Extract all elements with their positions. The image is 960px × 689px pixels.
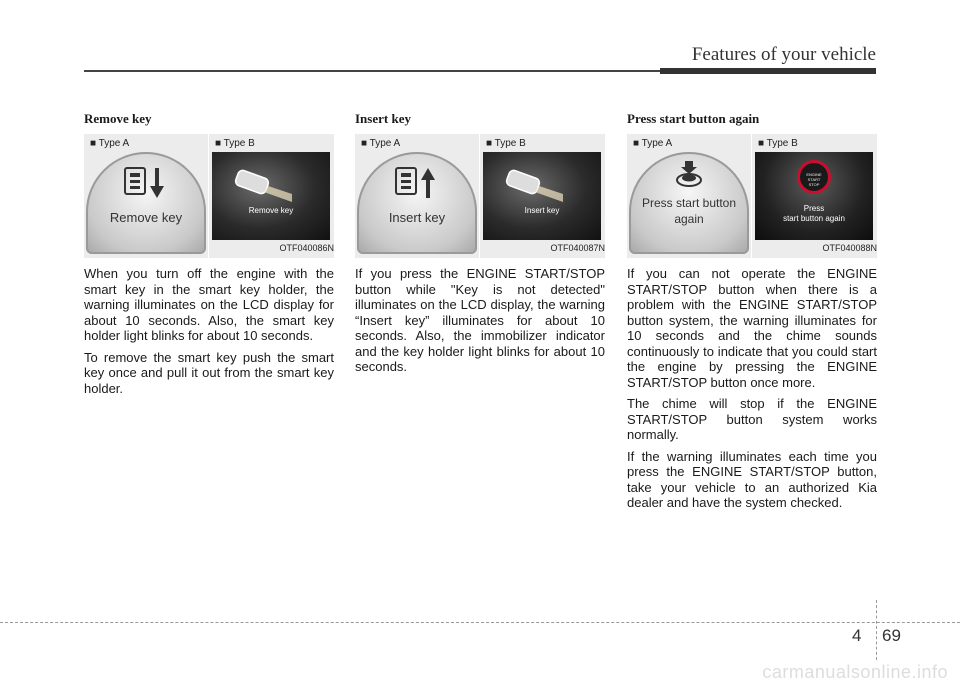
photo-text-line-1: Press: [803, 204, 825, 213]
dome-text-line-2: again: [674, 212, 704, 226]
paragraph: To remove the smart key push the smart key once and pull it out from the smart key holder.: [84, 349, 334, 396]
type-b-label: ■ Type B: [758, 138, 798, 149]
start-button-icon: [675, 158, 703, 188]
paragraph: When you turn off the engine with the smart key in the smart key holder, the warning illuminates on the LCD display for about 10 seconds. Also, the smart key holder light blinks for about 10 seconds.: [84, 266, 334, 343]
watermark: carmanualsonline.info: [762, 662, 948, 682]
type-b-label: ■ Type B: [486, 138, 526, 149]
lcd-warning-type-b: [755, 152, 873, 240]
dome-text: Remove key: [109, 210, 183, 225]
section-press-start-button-again: [627, 112, 877, 517]
header-rule: [84, 70, 660, 72]
chapter-number: 4: [852, 626, 862, 645]
photo-text: Remove key: [248, 206, 294, 215]
engine-start-stop-button-icon: [797, 160, 831, 194]
dome-text: Insert key: [388, 210, 446, 225]
paragraph: If the warning illuminates each time you press the ENGINE START/STOP button, take your vehicle to an authorized Kia dealer and have the system checked.: [627, 448, 877, 510]
footer-rule: [0, 622, 960, 623]
section-body: [355, 266, 605, 375]
dome-text-line-1: Press start button: [641, 196, 737, 210]
lcd-warning-type-a: [629, 152, 749, 254]
type-a-label: ■ Type A: [90, 138, 130, 149]
section-heading: Press start button again: [627, 111, 760, 126]
smart-key-icon: [505, 166, 565, 206]
figure-divider: [751, 134, 752, 258]
section-remove-key: [84, 112, 334, 402]
lcd-warning-type-b: [212, 152, 330, 240]
figure-press-start-again: [627, 134, 877, 258]
figure-code: OTF040086N: [279, 243, 334, 253]
button-text: ENGINE START STOP: [806, 172, 822, 187]
key-holder-icon: [393, 166, 441, 202]
lcd-warning-type-a: [357, 152, 477, 254]
key-holder-icon: [122, 166, 170, 202]
page-header-title: Features of your vehicle: [691, 44, 876, 65]
photo-text: Insert key: [524, 206, 560, 215]
paragraph: If you can not operate the ENGINE START/STOP button when there is a problem with the ENGINE START/STOP button system, the warning illuminates for 10 seconds and the chime sounds continuously to indicate that you could start the engine by pressing the ENGINE START/STOP button once more.: [627, 266, 877, 390]
section-heading: Insert key: [355, 111, 411, 126]
section-heading: Remove key: [84, 111, 152, 126]
footer-divider: [876, 600, 877, 660]
figure-remove-key: [84, 134, 334, 258]
figure-insert-key: [355, 134, 605, 258]
photo-text-line-2: start button again: [783, 214, 845, 223]
type-b-label: ■ Type B: [215, 138, 255, 149]
section-insert-key: [355, 112, 605, 381]
paragraph: The chime will stop if the ENGINE START/STOP button system works normally.: [627, 396, 877, 442]
lcd-warning-type-a: [86, 152, 206, 254]
type-a-label: ■ Type A: [633, 138, 673, 149]
figure-code: OTF040087N: [550, 243, 605, 253]
type-a-label: ■ Type A: [361, 138, 401, 149]
paragraph: If you press the ENGINE START/STOP button while "Key is not detected" illuminates on the LCD display, the warning “Insert key” illuminates for about 10 seconds. Also, the immobilizer indicator and the key holder light blinks for about 10 seconds.: [355, 266, 605, 374]
figure-divider: [479, 134, 480, 258]
lcd-warning-type-b: [483, 152, 601, 240]
figure-divider: [208, 134, 209, 258]
section-body: [627, 266, 877, 511]
page-number: 69: [882, 626, 901, 645]
section-body: [84, 266, 334, 396]
smart-key-icon: [234, 166, 294, 206]
header-bar: [660, 68, 876, 74]
figure-code: OTF040088N: [822, 243, 877, 253]
